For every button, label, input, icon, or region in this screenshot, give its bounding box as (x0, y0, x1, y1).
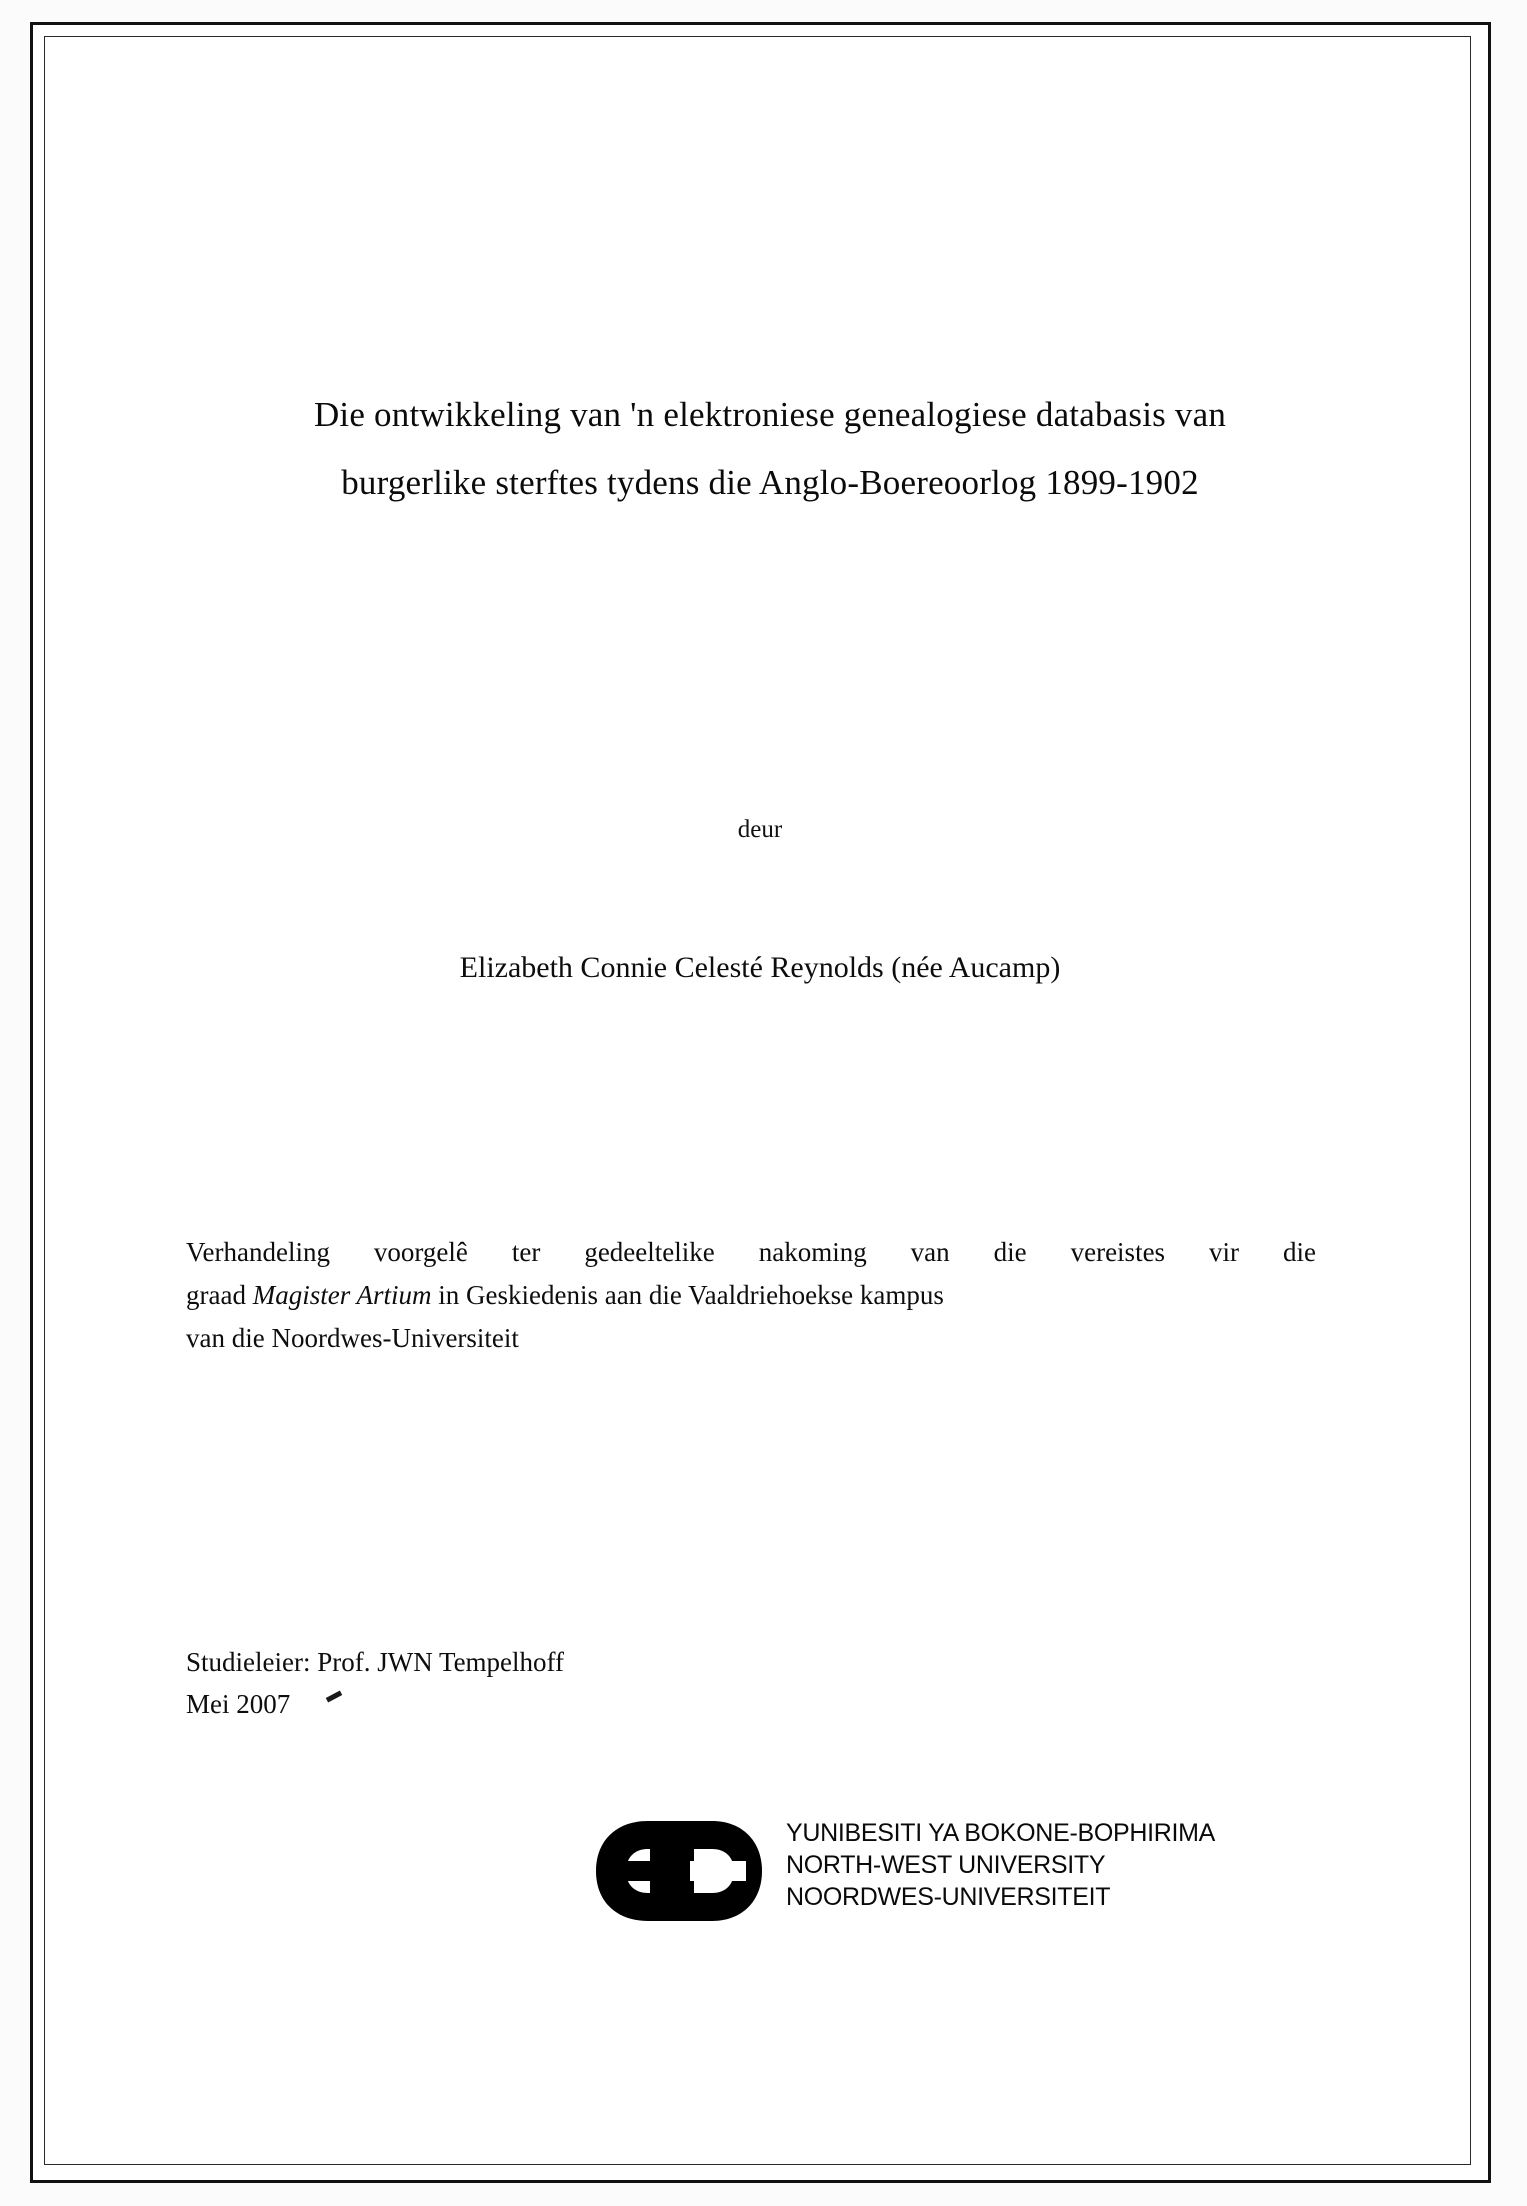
logo-text-block (786, 1817, 1215, 1913)
title-line-2: burgerlike sterftes tydens die Anglo-Boereoorlog 1899-1902 (341, 463, 1199, 502)
degree-statement-line-2 (186, 1274, 1316, 1317)
supervisor-and-date (186, 1641, 1086, 1725)
logo-text-line-2: NORTH-WEST UNIVERSITY (786, 1851, 1106, 1879)
degree-name-italic: Magister Artium (252, 1280, 432, 1310)
author-name: Elizabeth Connie Celesté Reynolds (née Aucamp) (459, 951, 1061, 984)
degree-statement-line-3: van die Noordwes-Universiteit (186, 1323, 519, 1353)
supervisor-line: Studieleier: Prof. JWN Tempelhoff (186, 1647, 565, 1677)
date-line: Mei 2007 (186, 1689, 291, 1719)
north-west-university-logo-icon (590, 1815, 780, 1927)
degree-statement-line-1: Verhandeling voorgelê ter gedeeltelike nakoming van die vereistes vir die (186, 1237, 1316, 1267)
thesis-title (180, 381, 1360, 517)
degree-statement-line-2-prefix: graad (186, 1280, 253, 1310)
university-logo (590, 1811, 1250, 1941)
degree-statement (186, 1231, 1316, 1360)
by-label: deur (737, 816, 783, 843)
logo-text-line-1: YUNIBESITI YA BOKONE-BOPHIRIMA (786, 1819, 1216, 1847)
degree-statement-line-2-suffix: in Geskiedenis aan die Vaaldriehoekse kampus (431, 1280, 944, 1310)
logo-text-line-3: NOORDWES-UNIVERSITEIT (786, 1883, 1111, 1911)
title-page-content (130, 36, 1390, 2156)
title-line-1: Die ontwikkeling van 'n elektroniese genealogiese databasis van (313, 395, 1227, 434)
